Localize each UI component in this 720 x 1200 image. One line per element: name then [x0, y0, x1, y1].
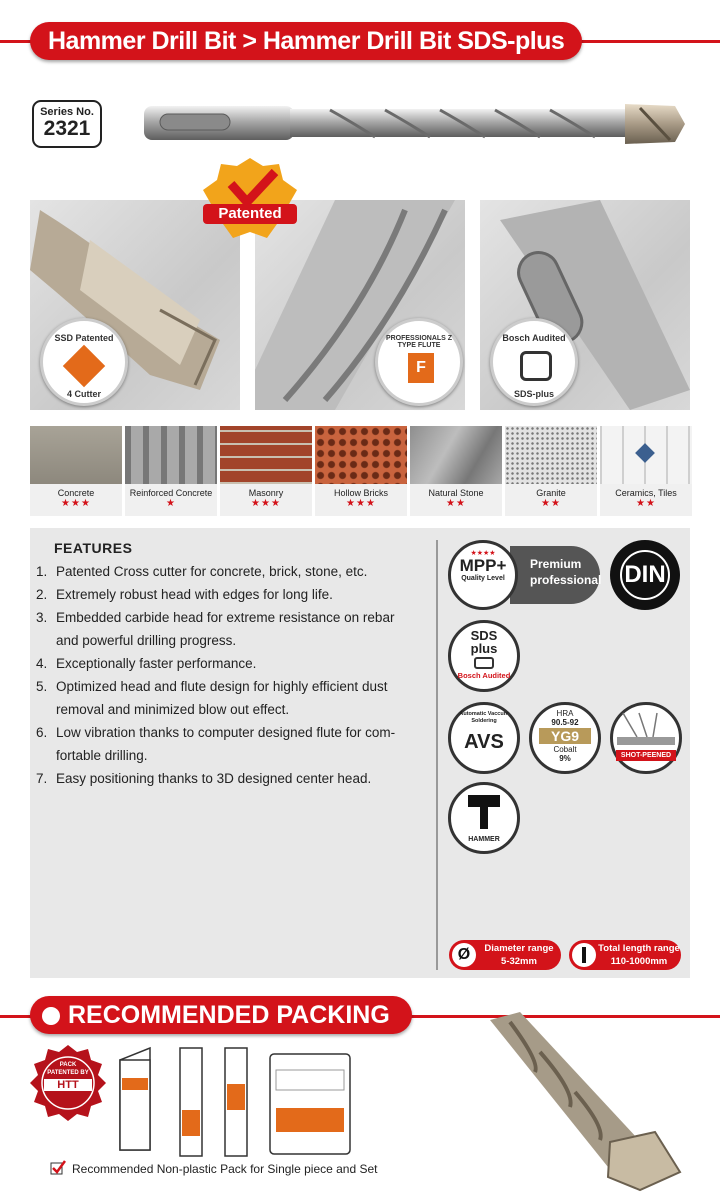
- material-stars: ★★★: [61, 498, 91, 509]
- patented-stamp: [195, 158, 305, 243]
- feature-item: 4. Exceptionally faster performance.: [36, 656, 257, 671]
- features-title: FEATURES: [54, 540, 133, 556]
- patented-label: Patented: [203, 204, 297, 224]
- material-stars: ★★★: [251, 498, 281, 509]
- bullet-icon: [42, 1007, 60, 1025]
- material-name: Hollow Bricks: [333, 488, 388, 498]
- series-number: 2321: [43, 117, 91, 140]
- material-stars: ★: [166, 498, 176, 509]
- feature-item: 2. Extremely robust head with edges for long life.: [36, 587, 333, 602]
- feature-item: 6. Low vibration thanks to computer designed flute for com-: [36, 725, 396, 740]
- length-range-badge: Total length range 110-1000mm: [569, 940, 681, 970]
- length-icon: [572, 943, 596, 967]
- material-reinforced-concrete: [125, 426, 217, 516]
- series-box: [32, 100, 102, 148]
- material-concrete: [30, 426, 122, 516]
- bosch-badge-bottom: SDS-plus: [513, 389, 554, 399]
- masonry-image: [220, 426, 312, 484]
- hammer-icon: HAMMER: [448, 782, 520, 854]
- material-hollow-bricks: [315, 426, 407, 516]
- shot-peened-icon: SHOT-PEENED: [610, 702, 682, 774]
- feature-item: 7. Easy positioning thanks to 3D designed center head.: [36, 771, 372, 786]
- material-name: Masonry: [248, 488, 284, 498]
- patented-seal-icon: [195, 158, 305, 243]
- drill-bit-image: [140, 96, 690, 152]
- diameter-range-badge: Ø Diameter range 5-32mm: [449, 940, 561, 970]
- flute-badge-text: PROFESSIONALS Z TYPE FLUTE: [385, 335, 453, 349]
- hammer-graphic-icon: [464, 791, 504, 831]
- material-ceramics-tiles: [600, 426, 692, 516]
- material-name: Natural Stone: [428, 488, 484, 498]
- features-divider: [436, 540, 438, 970]
- reinforced-concrete-image: [125, 426, 217, 484]
- diameter-icon: Ø: [452, 943, 476, 967]
- granite-image: [505, 426, 597, 484]
- packing-title: RECOMMENDED PACKING: [30, 996, 412, 1034]
- feature-item-cont: fortable drilling.: [56, 748, 148, 763]
- material-stars: ★★★: [346, 498, 376, 509]
- avs-icon: Automatic Vaccum Soldering AVS: [448, 702, 520, 774]
- features-list: [36, 560, 416, 790]
- mpp-icon: ★★★★ MPP+ Quality Level: [448, 540, 518, 610]
- material-name: Ceramics, Tiles: [615, 488, 677, 498]
- z-type-flute-badge: [375, 318, 463, 406]
- page-title: Hammer Drill Bit > Hammer Drill Bit SDS-plus: [30, 22, 582, 60]
- tile-diamond-icon: [635, 443, 655, 463]
- bosch-badge-top: Bosch Audited: [502, 333, 566, 343]
- panel-shank: [480, 200, 690, 410]
- ssd-patented-badge: [40, 318, 128, 406]
- concrete-image: [30, 426, 122, 484]
- hollow-bricks-image: [315, 426, 407, 484]
- material-stars: ★★: [636, 498, 656, 509]
- cutter-icon: [63, 345, 105, 387]
- material-stars: ★★: [446, 498, 466, 509]
- mpp-premium-badge: [448, 540, 600, 610]
- feature-item: 3. Embedded carbide head for extreme resistance on rebar: [36, 610, 395, 625]
- leather-icon: [474, 657, 494, 669]
- series-label: Series No.: [40, 106, 94, 118]
- material-stars: ★★: [541, 498, 561, 509]
- din-icon: DIN: [610, 540, 680, 610]
- feature-item-cont: removal and minimized blow out effect.: [56, 702, 290, 717]
- flute-f-icon: F: [408, 353, 434, 383]
- feature-item: 1. Patented Cross cutter for concrete, brick, stone, etc.: [36, 564, 368, 579]
- bosch-audited-badge: [490, 318, 578, 406]
- material-granite: [505, 426, 597, 516]
- ssd-badge-bottom: 4 Cutter: [66, 389, 101, 399]
- material-name: Concrete: [57, 488, 95, 498]
- shot-peened-graphic-icon: [613, 711, 679, 745]
- material-natural-stone: [410, 426, 502, 516]
- material-name: Granite: [536, 488, 566, 498]
- packaging-illustration: [110, 1040, 370, 1160]
- pack-patented-seal: PACK PATENTED BY HTT: [30, 1045, 106, 1121]
- feature-item-cont: and powerful drilling progress.: [56, 633, 237, 648]
- yg9-carbide-icon: HRA 90.5-92 YG9 Cobalt 9%: [529, 702, 601, 774]
- ssd-badge-top: SSD Patented: [54, 333, 114, 343]
- recommended-pack-text: Recommended Non-plastic Pack for Single piece and Set: [72, 1162, 378, 1176]
- material-masonry: [220, 426, 312, 516]
- sds-plus-icon: SDS plus Bosch Audited: [448, 620, 520, 692]
- natural-stone-image: [410, 426, 502, 484]
- drill-tip-closeup-image: [480, 1012, 700, 1192]
- sds-shank-icon: [520, 351, 552, 381]
- premium-label: Premium professional: [510, 546, 600, 604]
- checkbox-icon: [50, 1160, 66, 1176]
- ceramics-tiles-image: [600, 426, 692, 484]
- feature-item: 5. Optimized head and flute design for highly efficient dust: [36, 679, 388, 694]
- material-name: Reinforced Concrete: [129, 488, 213, 498]
